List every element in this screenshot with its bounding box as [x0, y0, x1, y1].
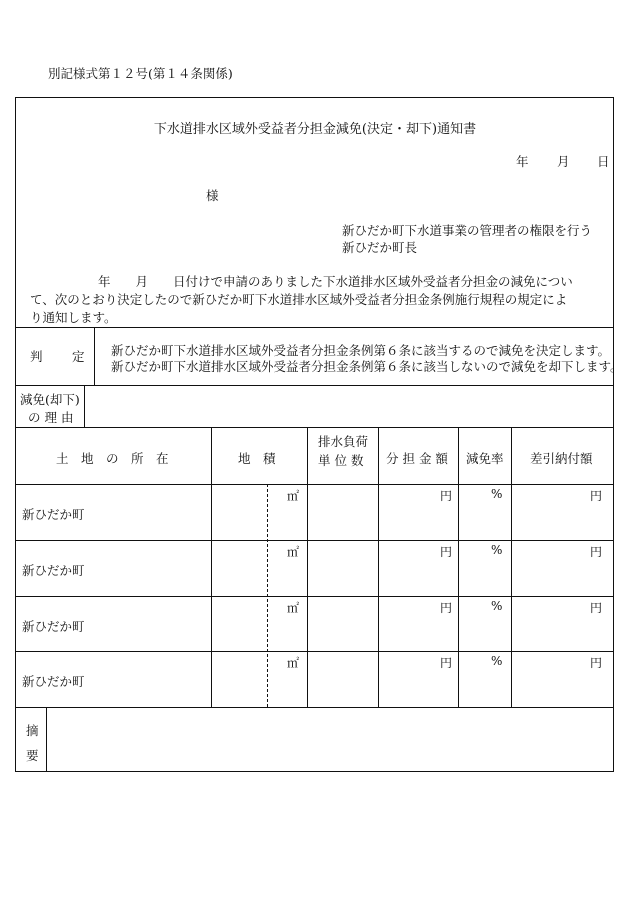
body-line2: て、次のとおり決定したので新ひだか町下水道排水区域外受益者分担金条例施行規程の規定によ	[30, 292, 568, 307]
divider	[15, 707, 614, 708]
charge-unit: 円	[440, 545, 453, 559]
divider	[84, 385, 85, 427]
body-line1: 年 月 日付けで申請のありました下水道排水区域外受益者分担金の減免につい	[98, 274, 573, 289]
divider	[15, 596, 614, 597]
header-location: 土 地 の 所 在	[56, 451, 169, 466]
net-unit: 円	[590, 545, 603, 559]
divider	[307, 427, 308, 707]
rate-unit: %	[491, 654, 503, 668]
issuer-line1: 新ひだか町下水道事業の管理者の権限を行う	[342, 223, 593, 238]
form-reference: 別記様式第１２号(第１４条関係)	[48, 66, 233, 81]
header-net: 差引納付額	[530, 451, 593, 466]
divider	[511, 427, 512, 707]
divider	[46, 707, 47, 772]
divider	[15, 540, 614, 541]
decision-option-reject: 新ひだか町下水道排水区域外受益者分担金条例第６条に該当しないので減免を却下します。	[111, 359, 623, 374]
divider	[378, 427, 379, 707]
divider	[94, 327, 95, 385]
date-day: 日	[597, 154, 610, 169]
document-title: 下水道排水区域外受益者分担金減免(決定・却下)通知書	[153, 122, 477, 137]
divider	[211, 427, 212, 707]
decision-option-approve: 新ひだか町下水道排水区域外受益者分担金条例第６条に該当するので減免を決定します。	[111, 343, 611, 358]
remarks-label-1: 摘	[26, 723, 39, 738]
issuer-line2: 新ひだか町長	[342, 240, 418, 255]
row-town: 新ひだか町	[22, 674, 85, 689]
decision-label-2: 定	[72, 349, 85, 364]
rate-unit: %	[491, 543, 503, 557]
area-unit: ㎡	[287, 545, 300, 559]
charge-unit: 円	[440, 489, 453, 503]
row-town: 新ひだか町	[22, 507, 85, 522]
divider	[15, 427, 614, 428]
header-drain-line2: 単 位 数	[318, 453, 364, 468]
addressee-suffix: 様	[206, 188, 219, 203]
net-unit: 円	[590, 489, 603, 503]
header-area: 地 積	[238, 451, 276, 466]
reason-label-line1: 減免(却下)	[20, 392, 80, 407]
reason-label-line2: の 理 由	[28, 410, 74, 425]
area-unit: ㎡	[287, 489, 300, 503]
decision-label-1: 判	[30, 349, 43, 364]
area-unit: ㎡	[287, 656, 300, 670]
area-unit: ㎡	[287, 601, 300, 615]
date-month: 月	[557, 154, 570, 169]
net-unit: 円	[590, 601, 603, 615]
divider	[15, 651, 614, 652]
charge-unit: 円	[440, 656, 453, 670]
rate-unit: %	[491, 487, 503, 501]
header-drain-line1: 排水負荷	[318, 434, 369, 449]
divider	[458, 427, 459, 707]
charge-unit: 円	[440, 601, 453, 615]
rate-unit: %	[491, 599, 503, 613]
divider	[15, 327, 614, 328]
date-year: 年	[516, 154, 529, 169]
divider	[15, 385, 614, 386]
remarks-label-2: 要	[26, 748, 39, 763]
notice-frame	[15, 97, 614, 772]
divider	[15, 484, 614, 485]
row-town: 新ひだか町	[22, 563, 85, 578]
header-charge: 分 担 金 額	[386, 451, 448, 466]
net-unit: 円	[590, 656, 603, 670]
body-line3: り通知します。	[30, 310, 117, 325]
row-town: 新ひだか町	[22, 619, 85, 634]
header-rate: 減免率	[466, 451, 504, 466]
